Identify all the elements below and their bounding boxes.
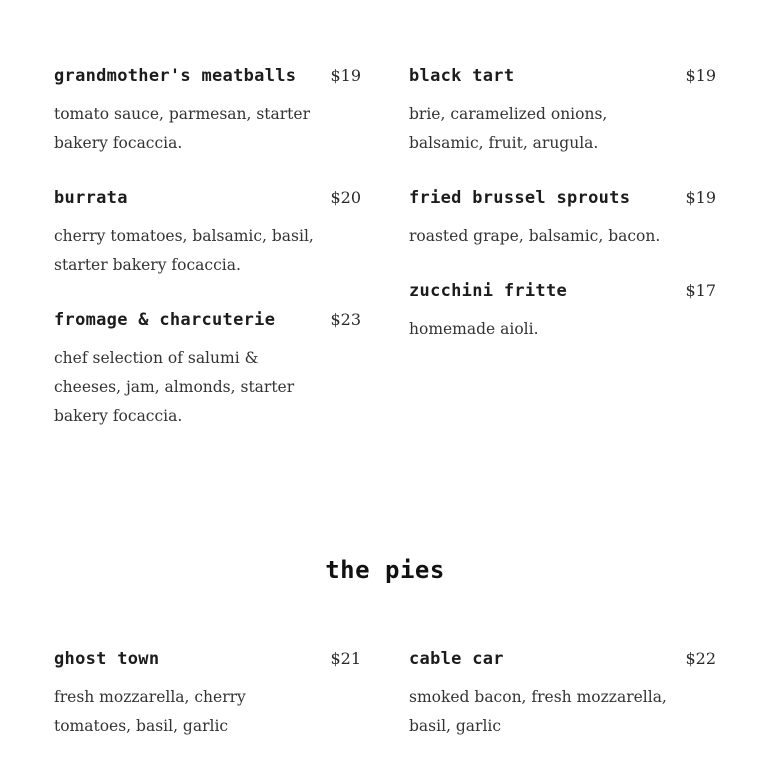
menu-item <box>54 310 361 431</box>
menu-item-price: $23 <box>330 310 361 329</box>
menu-item-description: smoked bacon, fresh mozzarella, basil, garlic <box>409 688 667 735</box>
menu-item <box>54 188 361 280</box>
menu-item-name: fried brussel sprouts <box>409 188 631 208</box>
menu-item-price: $19 <box>330 66 361 85</box>
menu-item-price: $19 <box>685 66 716 85</box>
menu-item-price: $17 <box>685 281 716 300</box>
menu-item-description: brie, caramelized onions, balsamic, fruit, arugula. <box>409 105 608 152</box>
menu-item-description: tomato sauce, parmesan, starter bakery focaccia. <box>54 105 310 152</box>
menu-item-price: $19 <box>685 188 716 207</box>
menu-item-header <box>409 649 716 675</box>
menu-item-description: roasted grape, balsamic, bacon. <box>409 227 661 245</box>
menu-item-description: chef selection of salumi & cheeses, jam, almonds, starter bakery focaccia. <box>54 349 295 425</box>
pies-right-column <box>409 649 716 771</box>
menu-item <box>54 66 361 158</box>
menu-item <box>54 649 361 741</box>
menu-item-header <box>54 188 361 214</box>
menu-item-header <box>409 188 716 214</box>
menu-item-name: grandmother's meatballs <box>54 66 297 86</box>
menu-item-description: homemade aioli. <box>409 320 539 338</box>
pies-left-column <box>54 649 361 771</box>
menu-item-name: burrata <box>54 188 128 208</box>
pies-menu-grid <box>54 649 716 771</box>
menu-item-name: fromage & charcuterie <box>54 310 276 330</box>
menu-item-header <box>54 310 361 336</box>
menu-item-header <box>54 649 361 675</box>
menu-item-header <box>409 66 716 92</box>
menu-item-header <box>54 66 361 92</box>
starters-right-column <box>409 66 716 461</box>
menu-item-description: cherry tomatoes, balsamic, basil, starter bakery focaccia. <box>54 227 314 274</box>
menu-item <box>409 66 716 158</box>
menu-item-price: $20 <box>330 188 361 207</box>
section-title: the pies <box>325 556 445 584</box>
menu-item-price: $21 <box>330 649 361 668</box>
menu-item-price: $22 <box>685 649 716 668</box>
menu-item-name: ghost town <box>54 649 160 669</box>
menu-item-header <box>409 281 716 307</box>
menu-item-name: cable car <box>409 649 504 669</box>
menu-item-description: fresh mozzarella, cherry tomatoes, basil, garlic <box>54 688 246 735</box>
menu-item <box>409 281 716 344</box>
menu-item <box>409 649 716 741</box>
menu-item-name: black tart <box>409 66 515 86</box>
menu-item-name: zucchini fritte <box>409 281 568 301</box>
menu-item <box>409 188 716 251</box>
starters-menu-grid <box>54 66 716 461</box>
starters-left-column <box>54 66 361 461</box>
